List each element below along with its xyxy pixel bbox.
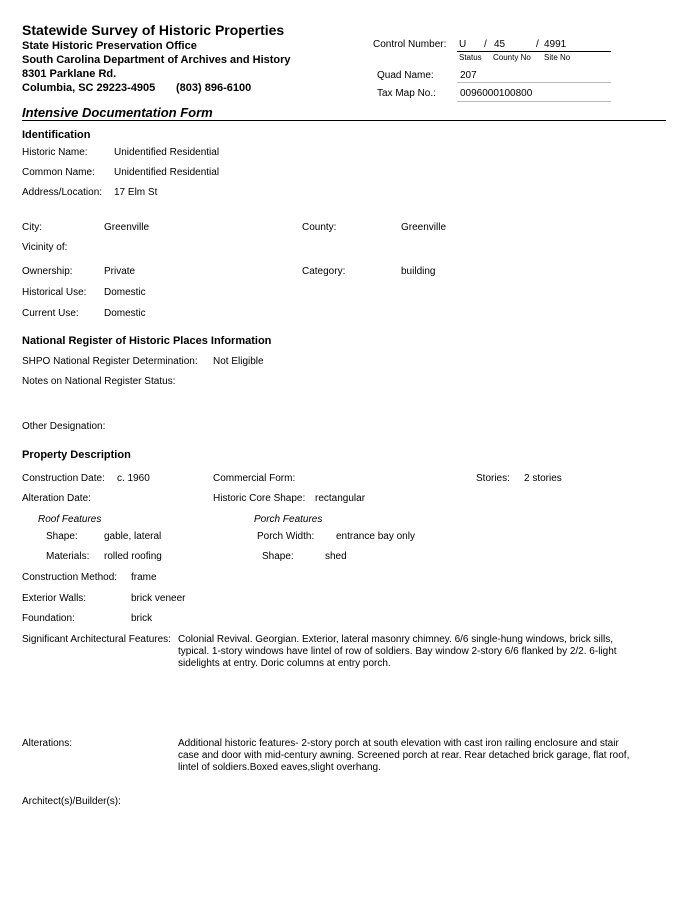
control-number-underline [457,51,611,52]
exterior-walls-label: Exterior Walls: [22,593,87,604]
form-title: Intensive Documentation Form [22,105,213,120]
commercial-form-label: Commercial Form: [213,473,296,484]
core-shape-value: rectangular [315,493,366,504]
county-value: Greenville [401,222,447,233]
construction-date-value: c. 1960 [117,473,150,484]
significant-features-text: Colonial Revival. Georgian. Exterior, lateral masonry chimney. 6/6 single-hung windows, brick sills, typical. 1-story windows have lintel of row of soldiers. Bay window 2-story 6/6 flanked by 2/2. 6-light sidelights at entry. Doric columns at entry porch. [178,634,617,669]
current-use-label: Current Use: [22,308,79,319]
tax-map-underline [457,101,611,102]
title-rule [22,120,666,121]
historical-use-value: Domestic [104,287,146,298]
quad-name-label: Quad Name: [377,70,434,81]
current-use-value: Domestic [104,308,146,319]
control-status-value: U [459,39,467,50]
county-caption: County No [493,53,531,62]
ownership-value: Private [104,266,136,277]
quad-underline [457,82,611,83]
porch-shape-label: Shape: [262,551,294,562]
exterior-walls-value: brick veneer [131,593,186,604]
category-value: building [401,266,436,277]
nr-determination-label: SHPO National Register Determination: [22,356,198,367]
category-label: Category: [302,266,346,277]
other-designation-label: Other Designation: [22,421,106,432]
ownership-label: Ownership: [22,266,73,277]
significant-features-label: Significant Architectural Features: [22,634,171,645]
alterations-label: Alterations: [22,738,73,749]
property-description-heading: Property Description [22,449,131,461]
tax-map-value: 0096000100800 [460,88,533,99]
nr-notes-label: Notes on National Register Status: [22,376,176,387]
historic-name-value: Unidentified Residential [114,147,220,158]
city-zip: Columbia, SC 29223-4905 [22,82,156,94]
nr-determination-value: Not Eligible [213,356,264,367]
quad-name-value: 207 [460,70,477,81]
porch-width-value: entrance bay only [336,531,415,542]
national-register-heading: National Register of Historic Places Information [22,335,272,347]
control-separator: / [536,39,539,50]
address-value: 17 Elm St [114,187,158,198]
survey-title: Statewide Survey of Historic Properties [22,22,285,38]
city-value: Greenville [104,222,150,233]
control-separator: / [484,39,487,50]
address-label: Address/Location: [22,187,103,198]
roof-materials-label: Materials: [46,551,90,562]
status-caption: Status [459,53,482,62]
historic-name-label: Historic Name: [22,147,88,158]
vicinity-label: Vicinity of: [22,242,68,253]
foundation-value: brick [131,613,153,624]
city-label: City: [22,222,42,233]
tax-map-label: Tax Map No.: [377,88,436,99]
control-number-label: Control Number: [373,39,447,50]
roof-features-heading: Roof Features [38,514,102,525]
office-name: State Historic Preservation Office [22,40,197,52]
common-name-value: Unidentified Residential [114,167,220,178]
site-caption: Site No [544,53,571,62]
phone-number: (803) 896-6100 [176,82,252,94]
construction-method-value: frame [131,572,157,583]
roof-shape-value: gable, lateral [104,531,162,542]
roof-materials-value: rolled roofing [104,551,162,562]
foundation-label: Foundation: [22,613,75,624]
stories-value: 2 stories [524,473,562,484]
control-site-value: 4991 [544,39,567,50]
porch-width-label: Porch Width: [257,531,315,542]
core-shape-label: Historic Core Shape: [213,493,306,504]
construction-date-label: Construction Date: [22,473,105,484]
alteration-date-label: Alteration Date: [22,493,91,504]
architect-builder-label: Architect(s)/Builder(s): [22,796,121,807]
construction-method-label: Construction Method: [22,572,118,583]
porch-features-heading: Porch Features [254,514,323,525]
historical-use-label: Historical Use: [22,287,87,298]
roof-shape-label: Shape: [46,531,78,542]
department-name: South Carolina Department of Archives and History [22,54,291,66]
porch-shape-value: shed [325,551,347,562]
stories-label: Stories: [476,473,510,484]
common-name-label: Common Name: [22,167,95,178]
identification-heading: Identification [22,129,91,141]
control-county-value: 45 [494,39,506,50]
alterations-text: Additional historic features- 2-story porch at south elevation with cast iron railing enclosure and stair case and door with mid-century awning. Screened porch at rear. Rear detached brick garage, flat roof, lintel of soldiers.Boxed eaves,slight overhang. [178,738,630,773]
street-address: 8301 Parklane Rd. [22,68,117,80]
county-label: County: [302,222,337,233]
